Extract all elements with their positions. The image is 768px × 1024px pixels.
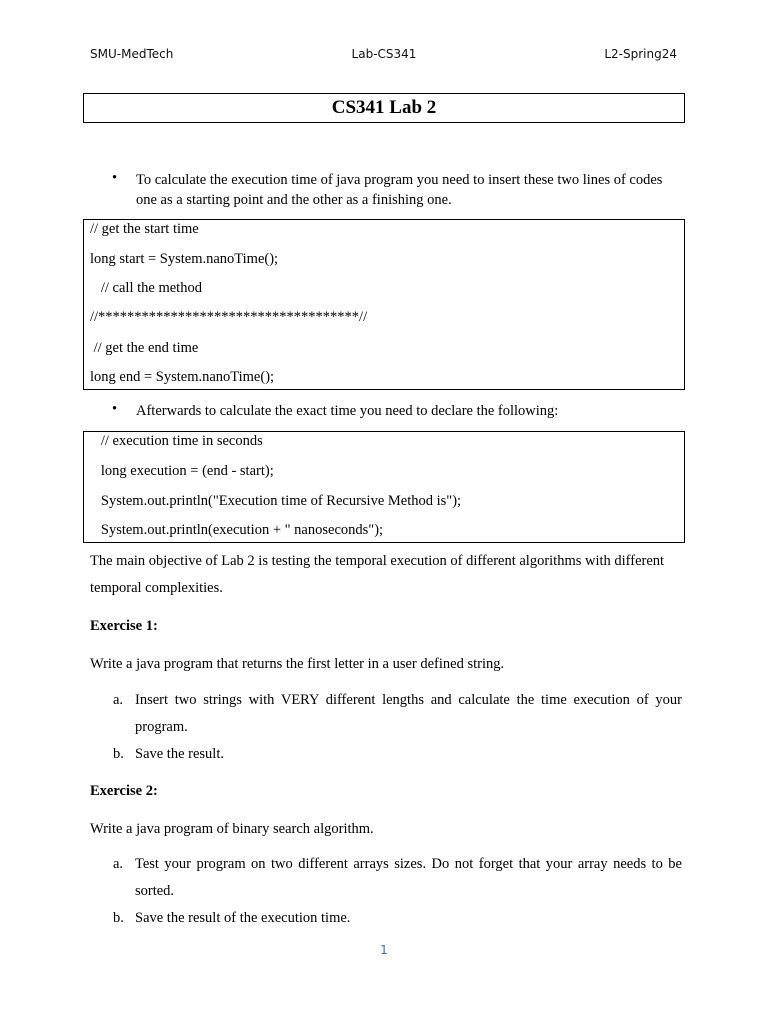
list-item-text: Insert two strings with VERY different lengths and calculate the time execution of your program. (135, 692, 682, 735)
code-line: // call the method (90, 280, 202, 296)
list-marker: a. (113, 692, 124, 708)
bullet-icon: • (112, 170, 118, 186)
code-line: long start = System.nanoTime(); (90, 251, 279, 267)
code-line: // execution time in seconds (90, 433, 263, 449)
header-center: Lab-CS341 (351, 47, 417, 61)
intro-bullet (112, 170, 682, 210)
intro-bullet-text: To calculate the execution time of java program you need to insert these two lines of codes one as a starting point and the other as a finishing one. (136, 172, 663, 208)
code-line: long execution = (end - start); (90, 463, 274, 479)
code-line: // get the end time (90, 340, 199, 356)
exercise2-description: Write a java program of binary search algorithm. (90, 821, 374, 837)
header-left: SMU-MedTech (90, 47, 174, 61)
code-line: System.out.println(execution + " nanoseconds"); (90, 522, 384, 538)
header-right: L2-Spring24 (604, 47, 677, 61)
objective-paragraph: The main objective of Lab 2 is testing the temporal execution of different algorithms with different temporal complexities. (90, 553, 665, 596)
list-marker: a. (113, 856, 124, 872)
page-number: 1 (380, 943, 388, 957)
list-item-text: Save the result. (135, 746, 224, 762)
second-bullet (112, 401, 682, 421)
list-marker: b. (113, 910, 124, 926)
second-bullet-text: Afterwards to calculate the exact time you need to declare the following: (136, 403, 559, 419)
code-box-start-end (83, 219, 685, 390)
code-line: long end = System.nanoTime(); (90, 369, 275, 385)
code-line: System.out.println("Execution time of Recursive Method is"); (90, 493, 462, 509)
list-marker: b. (113, 746, 124, 762)
list-item (113, 851, 682, 905)
list-item (113, 905, 682, 932)
list-item (113, 687, 682, 741)
page-title: CS341 Lab 2 (83, 93, 685, 123)
code-line: //************************************// (90, 309, 368, 325)
list-item (113, 741, 682, 768)
list-item-text: Save the result of the execution time. (135, 910, 351, 926)
list-item-text: Test your program on two different arrays sizes. Do not forget that your array needs to be sorted. (135, 856, 682, 899)
exercise2-heading: Exercise 2: (90, 783, 158, 799)
exercise1-description: Write a java program that returns the first letter in a user defined string. (90, 656, 505, 672)
exercise1-heading: Exercise 1: (90, 618, 158, 634)
bullet-icon: • (112, 401, 118, 417)
code-line: // get the start time (90, 221, 199, 237)
